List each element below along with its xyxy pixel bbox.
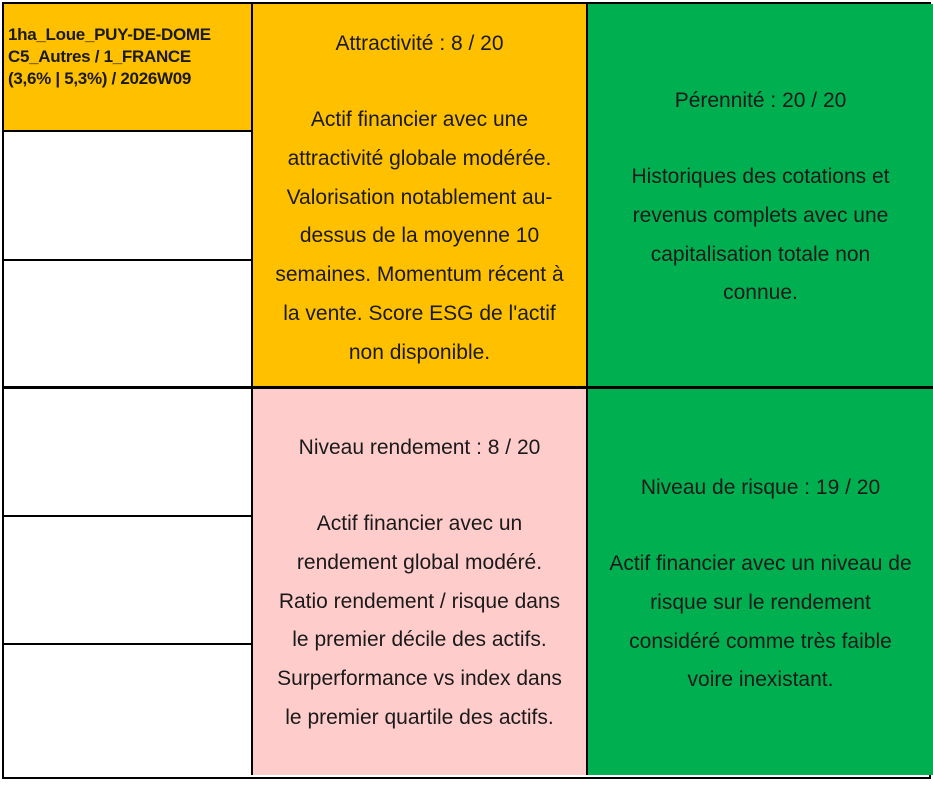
risque-panel[interactable] <box>588 389 933 775</box>
perennite-title: Pérennité : 20 / 20 <box>674 89 847 112</box>
rendement-panel[interactable] <box>253 389 588 775</box>
empty-cell[interactable] <box>4 261 253 389</box>
perennite-panel[interactable] <box>588 4 933 389</box>
attractivite-description: Actif financier avec une attractivité globale modérée. Valorisation notablement au- dessus de la moyenne 10 semaines. Momentum récent à la vente. Score ESG de l'actif non disponible. <box>275 108 564 364</box>
risque-description: Actif financier avec un niveau de risque sur le rendement considéré comme très faible voire inexistant. <box>609 552 912 692</box>
attractivite-title: Attractivité : 8 / 20 <box>335 32 504 55</box>
risque-title: Niveau de risque : 19 / 20 <box>640 476 881 499</box>
asset-label-line-1: 1ha_Loue_PUY-DE-DOME <box>8 25 211 44</box>
rendement-description: Actif financier avec un rendement global modéré. Ratio rendement / risque dans le premier décile des actifs. Surperformance vs index dans le premier quartile des actifs. <box>277 512 562 729</box>
perennite-description: Historiques des cotations et revenus complets avec une capitalisation totale non connue. <box>631 165 890 305</box>
empty-cell[interactable] <box>4 132 253 261</box>
score-grid <box>2 2 931 779</box>
empty-cell[interactable] <box>4 517 253 645</box>
asset-label-cell[interactable] <box>4 4 253 132</box>
asset-label-line-3: (3,6% | 5,3%) / 2026W09 <box>8 69 192 88</box>
asset-label-line-2: C5_Autres / 1_FRANCE <box>8 47 191 66</box>
empty-cell[interactable] <box>4 645 253 775</box>
empty-cell[interactable] <box>4 389 253 517</box>
rendement-title: Niveau rendement : 8 / 20 <box>298 436 541 459</box>
attractivite-panel[interactable] <box>253 4 588 389</box>
